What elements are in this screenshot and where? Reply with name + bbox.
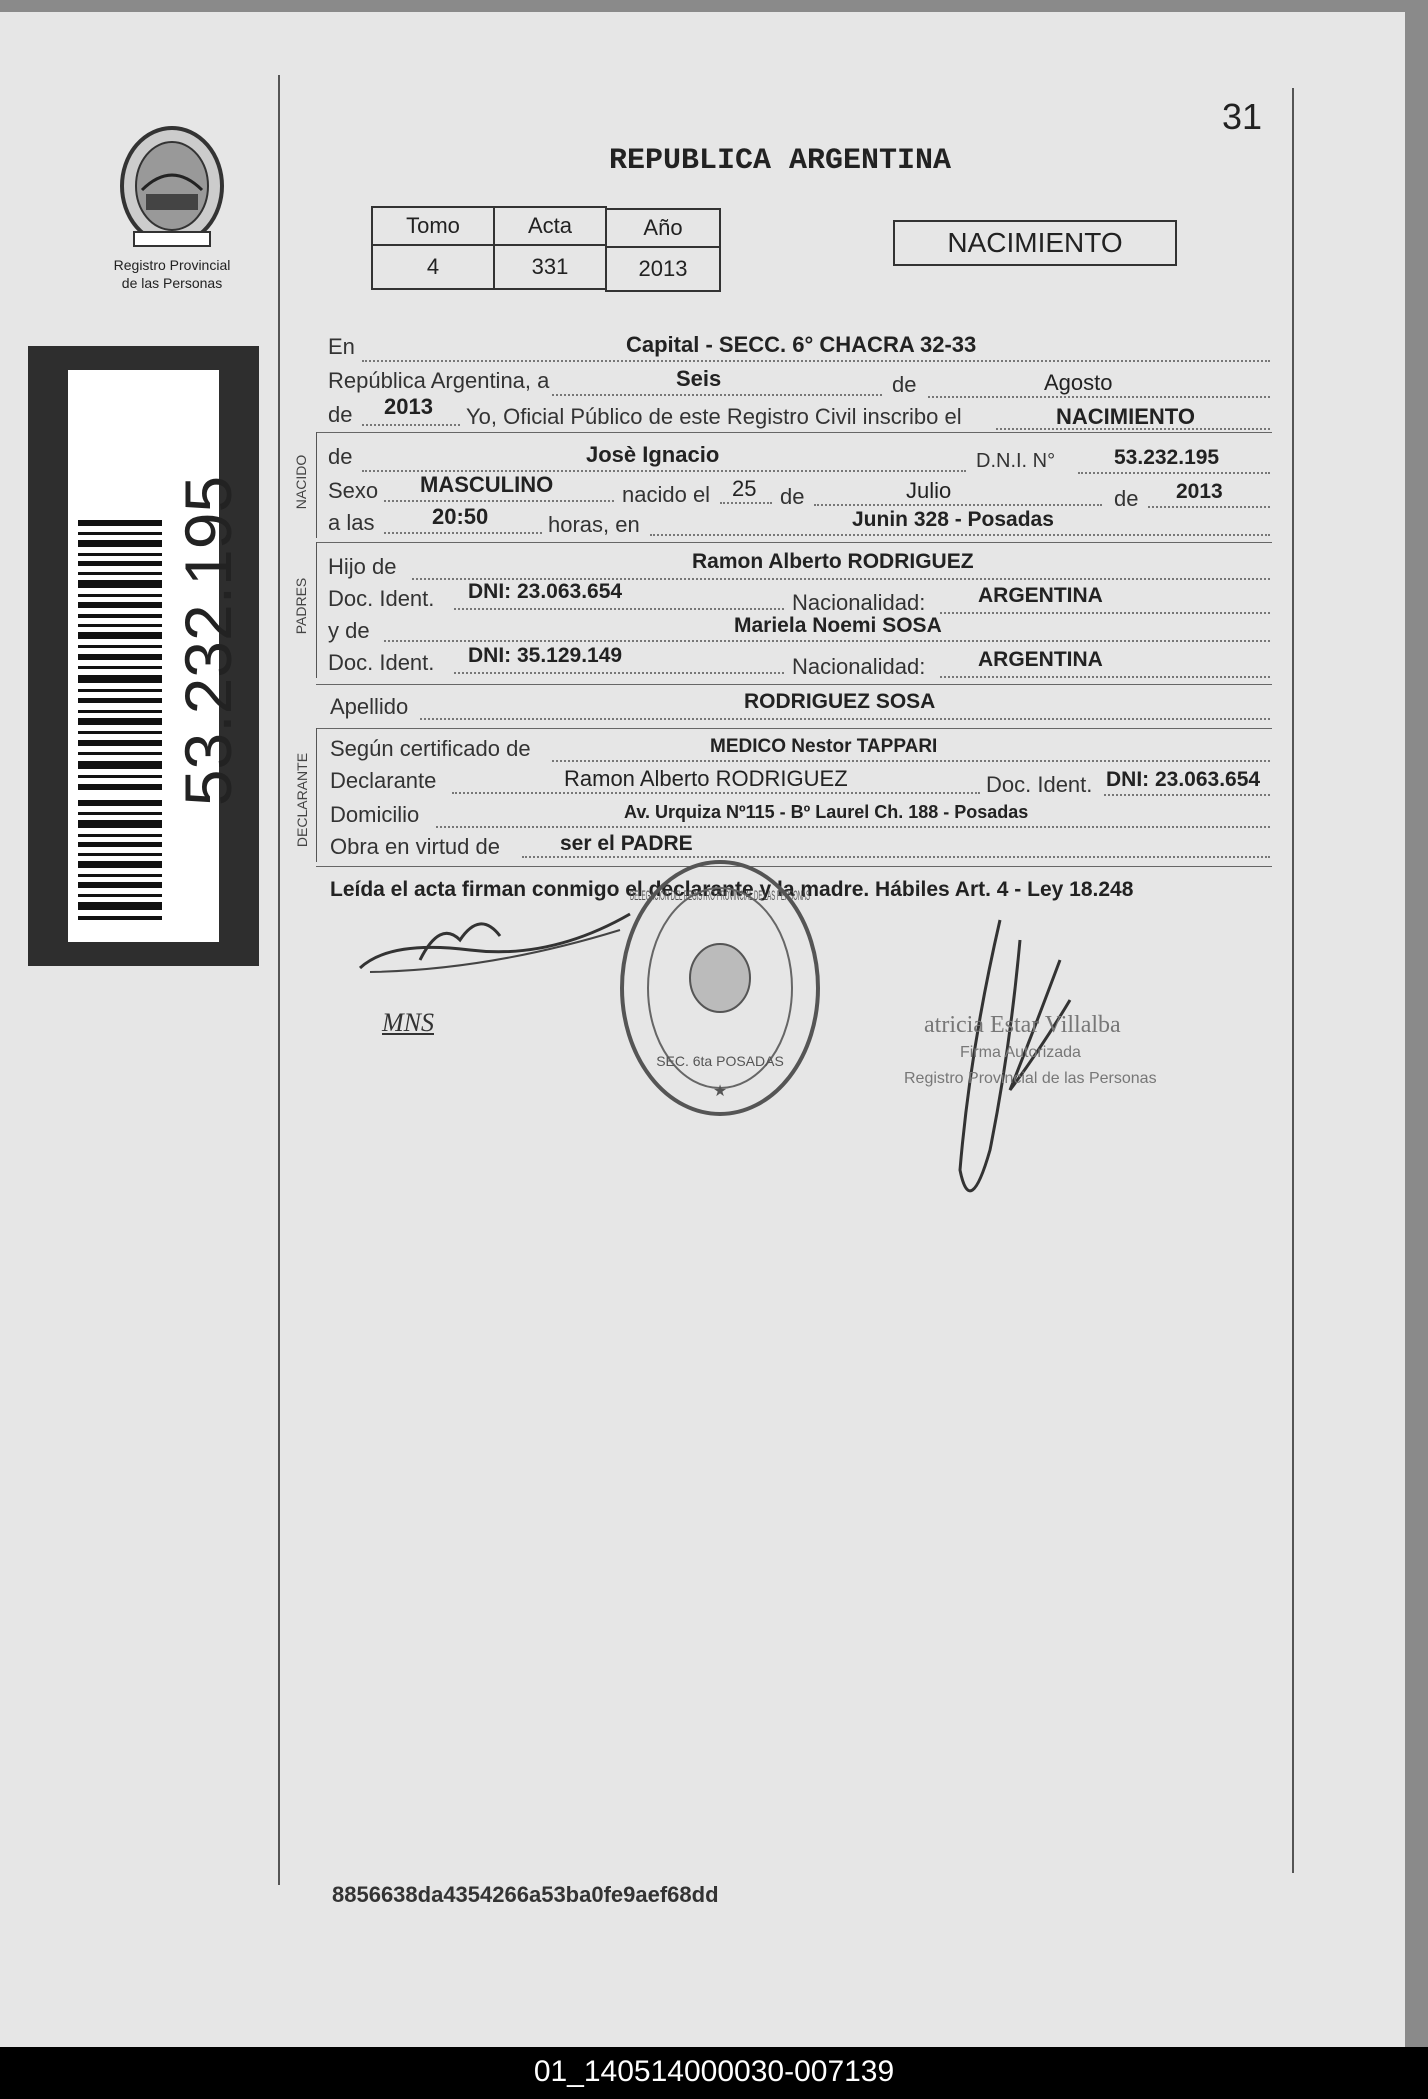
dots-certificado <box>552 760 1270 762</box>
label-obra: Obra en virtud de <box>330 834 500 859</box>
dots-lugar-nac <box>650 534 1270 536</box>
divider-nacido-top <box>316 432 1272 433</box>
dots-dia <box>552 394 882 396</box>
label-doc-ident-madre: Doc. Ident. <box>328 650 435 675</box>
dots-sexo <box>384 500 614 502</box>
value-apellido: RODRIGUEZ SOSA <box>744 690 936 713</box>
label-de-nac-anio: de <box>1114 486 1139 511</box>
star-icon: ★ <box>712 1083 728 1100</box>
nacido-bracket <box>316 432 317 538</box>
footer-id: 01_140514000030-007139 <box>533 2055 895 2088</box>
page-number: 31 <box>1222 96 1263 137</box>
value-madre: Mariela Noemi SOSA <box>734 614 942 637</box>
dots-padre-dni <box>454 608 784 610</box>
value-dia: Seis <box>676 366 722 391</box>
table-value-acta: 331 <box>493 244 607 290</box>
country-title: REPUBLICA ARGENTINA <box>608 144 952 178</box>
registry-name-line1: Registro Provincial <box>113 257 231 273</box>
value-mes: Agosto <box>1044 370 1113 395</box>
official-name: atricia Estar Villalba <box>924 1012 1121 1038</box>
stamp-ring-text: DELEGACION DEL REGISTRO PROVINCIAL DE LAS PERSONAS <box>630 887 810 903</box>
label-yo-oficial: Yo, Oficial Público de este Registro Civil inscribo el <box>466 404 962 429</box>
value-hora: 20:50 <box>432 504 489 529</box>
value-nac-dia: 25 <box>732 476 757 501</box>
dots-nac-dia <box>720 502 772 504</box>
label-segun: Según certificado de <box>330 736 531 761</box>
dots-nac-anio <box>1148 506 1270 508</box>
label-nacionalidad-padre: Nacionalidad: <box>792 590 926 615</box>
divider-declarante-top <box>316 728 1272 729</box>
value-declarante: Ramon Alberto RODRIGUEZ <box>564 766 848 791</box>
registry-name-line2: de las Personas <box>121 275 223 291</box>
dots-anio <box>362 424 460 426</box>
label-domicilio: Domicilio <box>330 802 420 827</box>
divider-padres-top <box>316 542 1272 543</box>
table-header-tomo: Tomo <box>371 206 495 246</box>
dots-padre-nac <box>940 612 1270 614</box>
stamp-inner-text: SEC. 6ta POSADAS <box>656 1053 784 1069</box>
label-sexo: Sexo <box>328 478 379 503</box>
left-margin-line <box>278 75 280 1885</box>
label-a-las: a las <box>328 510 375 535</box>
value-domicilio: Av. Urquiza Nº115 - Bº Laurel Ch. 188 - Posadas <box>624 802 1029 822</box>
label-nacionalidad-madre: Nacionalidad: <box>792 654 926 679</box>
table-value-anio: 2013 <box>605 246 721 292</box>
registry-stamp <box>618 856 822 1120</box>
dots-en <box>362 360 1270 362</box>
value-anio: 2013 <box>384 394 433 419</box>
value-madre-dni: DNI: 35.129.149 <box>468 644 623 667</box>
dni-barcode-panel <box>28 346 259 966</box>
closing-statement: Leída el acta firman conmigo el declarante y la madre. Hábiles Art. 4 - Ley 18.248 <box>330 878 1134 901</box>
dni-big-number: 53.232.195 <box>171 475 245 807</box>
dots-hora <box>384 532 542 534</box>
value-certificado: MEDICO Nestor TAPPARI <box>710 736 938 757</box>
value-lugar: Capital - SECC. 6° CHACRA 32-33 <box>626 332 977 357</box>
dots-apellido <box>420 718 1270 720</box>
label-nacido-el: nacido el <box>622 482 711 507</box>
label-apellido: Apellido <box>330 694 409 719</box>
value-tipo: NACIMIENTO <box>1056 404 1195 429</box>
act-type-box: NACIMIENTO <box>893 220 1177 266</box>
table-header-anio: Año <box>605 208 721 248</box>
value-obra: ser el PADRE <box>560 832 693 855</box>
value-declarante-dni: DNI: 23.063.654 <box>1106 768 1261 791</box>
declarante-bracket <box>316 728 317 862</box>
declarant-signature <box>350 900 650 980</box>
table-value-tomo: 4 <box>371 244 495 290</box>
value-madre-nac: ARGENTINA <box>978 648 1103 671</box>
dots-madre-dni <box>454 672 784 674</box>
value-sexo: MASCULINO <box>420 472 554 497</box>
document-hash: 8856638da4354266a53ba0fe9aef68dd <box>332 1882 719 1907</box>
dots-mes <box>928 396 1270 398</box>
province-seal-logo <box>112 120 232 252</box>
label-de-nac-mes: de <box>780 484 805 509</box>
dots-dni <box>1078 472 1270 474</box>
value-padre-dni: DNI: 23.063.654 <box>468 580 623 603</box>
label-dni: D.N.I. N° <box>976 450 1056 472</box>
label-en: En <box>328 334 355 359</box>
value-padre-nac: ARGENTINA <box>978 584 1103 607</box>
barcode-label <box>68 370 245 942</box>
initials-mark: MNS <box>382 1008 434 1037</box>
label-horas-en: horas, en <box>548 512 640 537</box>
divider-apellido-top <box>316 684 1272 685</box>
dots-declarante <box>452 792 980 794</box>
label-declarante: Declarante <box>330 768 437 793</box>
right-margin-line <box>1292 88 1294 1873</box>
value-nac-mes: Julio <box>906 478 952 503</box>
section-label-nacido: NACIDO <box>293 454 309 510</box>
dots-nac-mes <box>814 504 1102 506</box>
label-republica: República Argentina, a <box>328 368 550 393</box>
label-de-nombre: de <box>328 444 353 469</box>
label-doc-ident-declarante: Doc. Ident. <box>986 772 1093 797</box>
label-doc-ident-padre: Doc. Ident. <box>328 586 435 611</box>
dots-madre-nac <box>940 676 1270 678</box>
value-nac-anio: 2013 <box>1176 480 1223 503</box>
padres-bracket <box>316 542 317 678</box>
label-y-de: y de <box>328 618 370 643</box>
value-dni: 53.232.195 <box>1114 446 1220 469</box>
label-de-anio: de <box>328 402 353 427</box>
value-nombre: Josè Ignacio <box>586 442 720 467</box>
section-label-declarante: DECLARANTE <box>294 752 310 848</box>
official-office: Registro Provincial de las Personas <box>904 1070 1157 1087</box>
dots-domicilio <box>436 826 1270 828</box>
section-label-padres: PADRES <box>293 577 309 635</box>
label-de-mes: de <box>892 372 917 397</box>
value-lugar-nac: Junin 328 - Posadas <box>852 508 1054 531</box>
official-role: Firma Autorizada <box>960 1044 1081 1061</box>
value-padre: Ramon Alberto RODRIGUEZ <box>692 550 974 573</box>
dots-declarante-dni <box>1104 794 1270 796</box>
table-header-acta: Acta <box>493 206 607 246</box>
label-hijo-de: Hijo de <box>328 554 397 579</box>
dots-madre <box>384 640 1270 642</box>
